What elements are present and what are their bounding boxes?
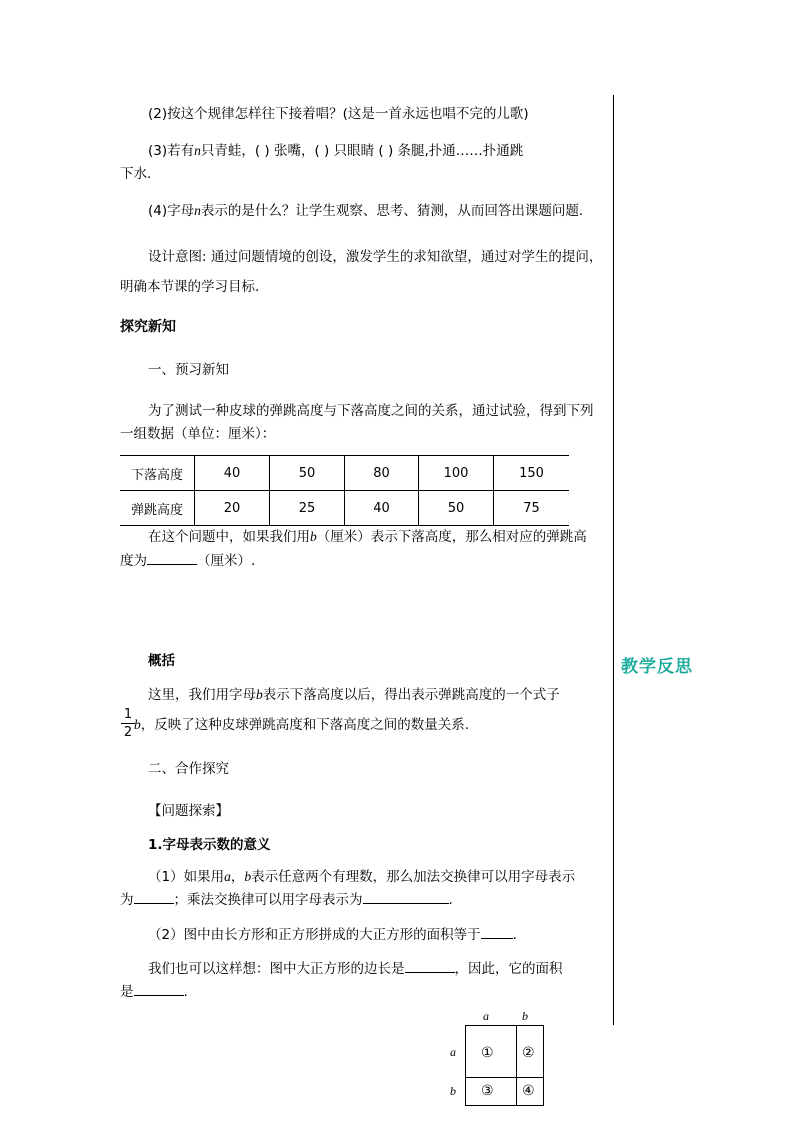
section-title: 探究新知 <box>120 319 176 335</box>
p1-end: . <box>448 892 453 908</box>
var-b: b <box>134 717 141 732</box>
after-table-pre2: 度为 <box>120 553 147 569</box>
p3-post: ，因此，它的面积 <box>454 961 563 977</box>
answer-blank[interactable] <box>134 981 184 996</box>
diagram-top-label-b: b <box>522 1009 528 1023</box>
var-a: a <box>224 869 231 884</box>
q3-post: 只青蛙，( ) 张嘴，( ) 只眼睛 ( ) 条腿,扑通……扑通跳 <box>200 143 524 159</box>
fraction-one-half <box>121 707 135 740</box>
table-cell: 40 <box>195 456 270 491</box>
question-2: (2)按这个规律怎样往下接着唱？(这是一首永远也唱不完的儿歌) <box>148 106 529 122</box>
p1-mid: ；乘法交换律可以用字母表示为 <box>173 892 363 908</box>
table-cell: 40 <box>345 491 419 526</box>
diagram-cell-2: ② <box>522 1045 535 1061</box>
problem-title: 【问题探索】 <box>148 803 229 819</box>
table-cell: 50 <box>419 491 494 526</box>
teaching-reflection-heading: 教学反思 <box>621 657 693 677</box>
design-intent-line1: 设计意图: 通过问题情境的创设，激发学生的求知欲望，通过对学生的提问， <box>148 249 603 265</box>
table-cell: 弹跳高度 <box>120 491 195 526</box>
p1-line1 <box>148 867 575 887</box>
margin-divider-line <box>613 95 614 1025</box>
summary-line2 <box>134 715 469 735</box>
intro-line1: 为了测试一种皮球的弹跳高度与下落高度之间的关系，通过试验，得到下列 <box>148 403 594 419</box>
diagram-cell-3: ③ <box>481 1083 494 1099</box>
q4-pre: (4)字母 <box>148 203 195 219</box>
question-3-line1 <box>148 141 523 161</box>
p3-pre: 我们也可以这样想：图中大正方形的边长是 <box>148 961 405 977</box>
summary-title: 概括 <box>148 653 175 669</box>
design-intent-line2: 明确本节课的学习目标. <box>120 279 260 295</box>
after-table-line2 <box>120 550 255 571</box>
p1-pre2: 为 <box>120 892 134 908</box>
p2-pre: （2）图中由长方形和正方形拼成的大正方形的面积等于 <box>148 927 481 943</box>
table-cell: 150 <box>494 456 570 491</box>
subsection-title: 1.字母表示数的意义 <box>148 837 271 853</box>
table-cell: 100 <box>419 456 494 491</box>
p1-post: 表示任意两个有理数，那么加法交换律可以用字母表示 <box>251 869 576 885</box>
table-cell: 下落高度 <box>120 456 195 491</box>
table-cell: 20 <box>195 491 270 526</box>
table-row <box>120 456 569 491</box>
p3-end: . <box>183 984 188 1000</box>
diagram-cell-4: ④ <box>522 1083 535 1099</box>
question-4 <box>148 201 583 221</box>
preview-title: 一、预习新知 <box>148 362 229 378</box>
q4-post: 表示的是什么？让学生观察、思考、猜测，从而回答出课题问题. <box>200 203 584 219</box>
summary-pre: 这里，我们用字母 <box>148 687 256 703</box>
after-table-pre: 在这个问题中，如果我们用 <box>148 529 310 545</box>
var-n: n <box>194 143 201 158</box>
diagram-cell-1: ① <box>481 1045 494 1061</box>
composite-square-diagram <box>465 1025 544 1106</box>
table-cell: 25 <box>270 491 345 526</box>
p3-line2 <box>120 981 188 1002</box>
fraction-denominator: 2 <box>123 725 133 740</box>
table-row <box>120 491 569 526</box>
summary-post: 表示下落高度以后，得出表示弹跳高度的一个式子 <box>262 687 560 703</box>
p1-pre: （1）如果用 <box>148 869 225 885</box>
intro-line2: 一组数据（单位：厘米）： <box>120 426 276 442</box>
fraction-numerator: 1 <box>123 707 133 722</box>
after-table-post2: （厘米）. <box>197 553 256 569</box>
p3-pre2: 是 <box>120 984 134 1000</box>
table-cell: 50 <box>270 456 345 491</box>
diagram-top-label-a: a <box>483 1009 489 1023</box>
q3-pre: (3)若有 <box>148 143 195 159</box>
answer-blank[interactable] <box>481 924 513 939</box>
after-table-line1 <box>148 527 587 547</box>
question-3-line2: 下水. <box>120 166 152 182</box>
p1-line2 <box>120 889 453 910</box>
data-table <box>120 455 569 526</box>
answer-blank[interactable] <box>405 958 455 973</box>
after-table-post: （厘米）表示下落高度，那么相对应的弹跳高 <box>316 529 587 545</box>
answer-blank[interactable] <box>134 889 174 904</box>
summary-post2: ，反映了这种皮球弹跳高度和下落高度之间的数量关系. <box>140 717 470 733</box>
p2-end: . <box>512 927 517 943</box>
var-n: n <box>194 203 201 218</box>
table-cell: 75 <box>494 491 570 526</box>
p3-line1 <box>148 958 563 979</box>
p1-sep: ， <box>230 869 245 885</box>
answer-blank[interactable] <box>147 550 197 565</box>
var-b: b <box>256 687 263 702</box>
var-b: b <box>244 869 252 884</box>
var-b: b <box>310 529 317 544</box>
coop-title: 二、合作探究 <box>148 761 229 777</box>
table-cell: 80 <box>345 456 419 491</box>
summary-line1 <box>148 685 560 705</box>
diagram-left-label-a: a <box>450 1045 456 1059</box>
p2-line <box>148 924 517 945</box>
answer-blank[interactable] <box>363 889 449 904</box>
diagram-left-label-b: b <box>450 1084 456 1098</box>
